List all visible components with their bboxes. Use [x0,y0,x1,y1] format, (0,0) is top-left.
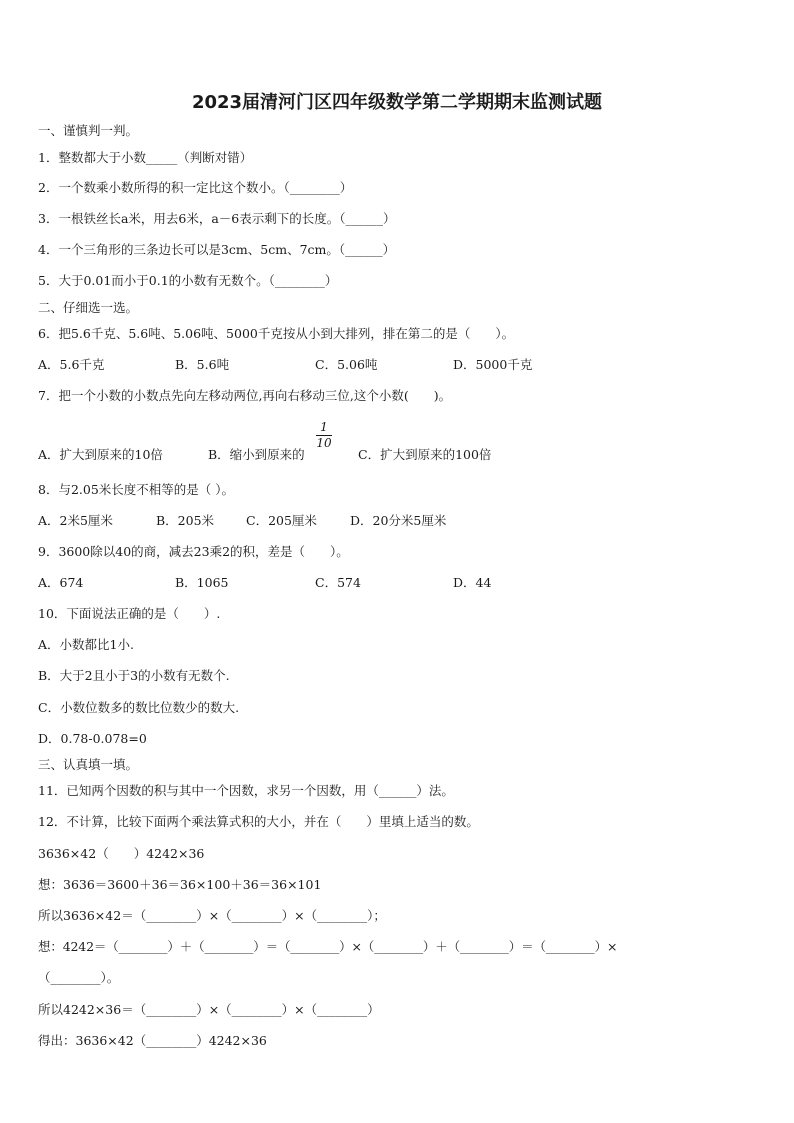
q9-option-b: B．1065 [175,575,229,590]
section-3-heading: 三、认真填一填。 [38,757,139,772]
question-5: 5．大于0.01而小于0.1的小数有无数个。（________） [38,273,338,288]
q6-option-c: C．5.06吨 [315,357,378,372]
q9-option-c: C．574 [315,575,361,590]
q8-option-d: D．20分米5厘米 [350,513,447,528]
question-8: 8．与2.05米长度不相等的是（ ）。 [38,482,235,497]
fraction-denominator: 10 [316,436,332,450]
q12-expression: 3636×42（ ）4242×36 [38,846,205,861]
q12-think-1: 想：3636＝3600＋36＝36×100＋36＝36×101 [38,877,322,892]
q12-think-2: 想：4242＝（________）＋（________）＝（________）×（________）＋（________）＝（________）× [38,939,618,954]
q10-option-c: C．小数位数多的数比位数少的数大. [38,700,240,715]
q12-so-2: 所以4242×36＝（________）×（________）×（________） [38,1002,380,1017]
section-1-heading: 一、谨慎判一判。 [38,123,139,138]
q7-option-b: B．缩小到原来的 [208,447,305,462]
q7-option-a: A．扩大到原来的10倍 [38,447,163,462]
question-6: 6．把5.6千克、5.6吨、5.06吨、5000千克按从小到大排列，排在第二的是（ ）。 [38,326,515,341]
page-title: 2023届清河门区四年级数学第二学期期末监测试题 [191,92,603,113]
question-10: 10．下面说法正确的是（ ）. [38,606,221,621]
q10-option-a: A．小数都比1小. [38,637,134,652]
q12-think-2-cont: （________）。 [38,970,120,985]
question-3: 3．一根铁丝长a米，用去6米，a－6表示剩下的长度。（______） [38,211,396,226]
question-12: 12．不计算，比较下面两个乘法算式积的大小，并在（ ）里填上适当的数。 [38,814,479,829]
question-2: 2．一个数乘小数所得的积一定比这个数小。（________） [38,180,353,195]
question-7: 7．把一个小数的小数点先向左移动两位,再向右移动三位,这个小数( )。 [38,388,452,403]
question-4: 4．一个三角形的三条边长可以是3cm、5cm、7cm。（______） [38,242,396,257]
q8-option-c: C．205厘米 [246,513,317,528]
q10-option-d: D．0.78-0.078=0 [38,731,147,746]
q10-option-b: B．大于2且小于3的小数有无数个. [38,668,230,683]
q9-option-d: D．44 [453,575,492,590]
question-9: 9．3600除以40的商，减去23乘2的积，差是（ ）。 [38,544,349,559]
q8-option-a: A．2米5厘米 [38,513,113,528]
one-tenth-fraction [316,421,332,450]
section-2-heading: 二、仔细选一选。 [38,300,139,315]
q6-option-d: D．5000千克 [453,357,533,372]
q6-option-b: B．5.6吨 [175,357,230,372]
question-1: 1．整数都大于小数_____（判断对错） [38,150,253,165]
q6-option-a: A．5.6千克 [38,357,105,372]
question-11: 11．已知两个因数的积与其中一个因数，求另一个因数，用（______）法。 [38,783,454,798]
q8-option-b: B．205米 [156,513,215,528]
fraction-numerator: 1 [320,420,328,434]
q7-option-c: C．扩大到原来的100倍 [358,447,492,462]
q12-so-1: 所以3636×42＝（________）×（________）×（________）； [38,908,386,923]
q9-option-a: A．674 [38,575,84,590]
q12-conclusion: 得出：3636×42（________）4242×36 [38,1033,267,1048]
